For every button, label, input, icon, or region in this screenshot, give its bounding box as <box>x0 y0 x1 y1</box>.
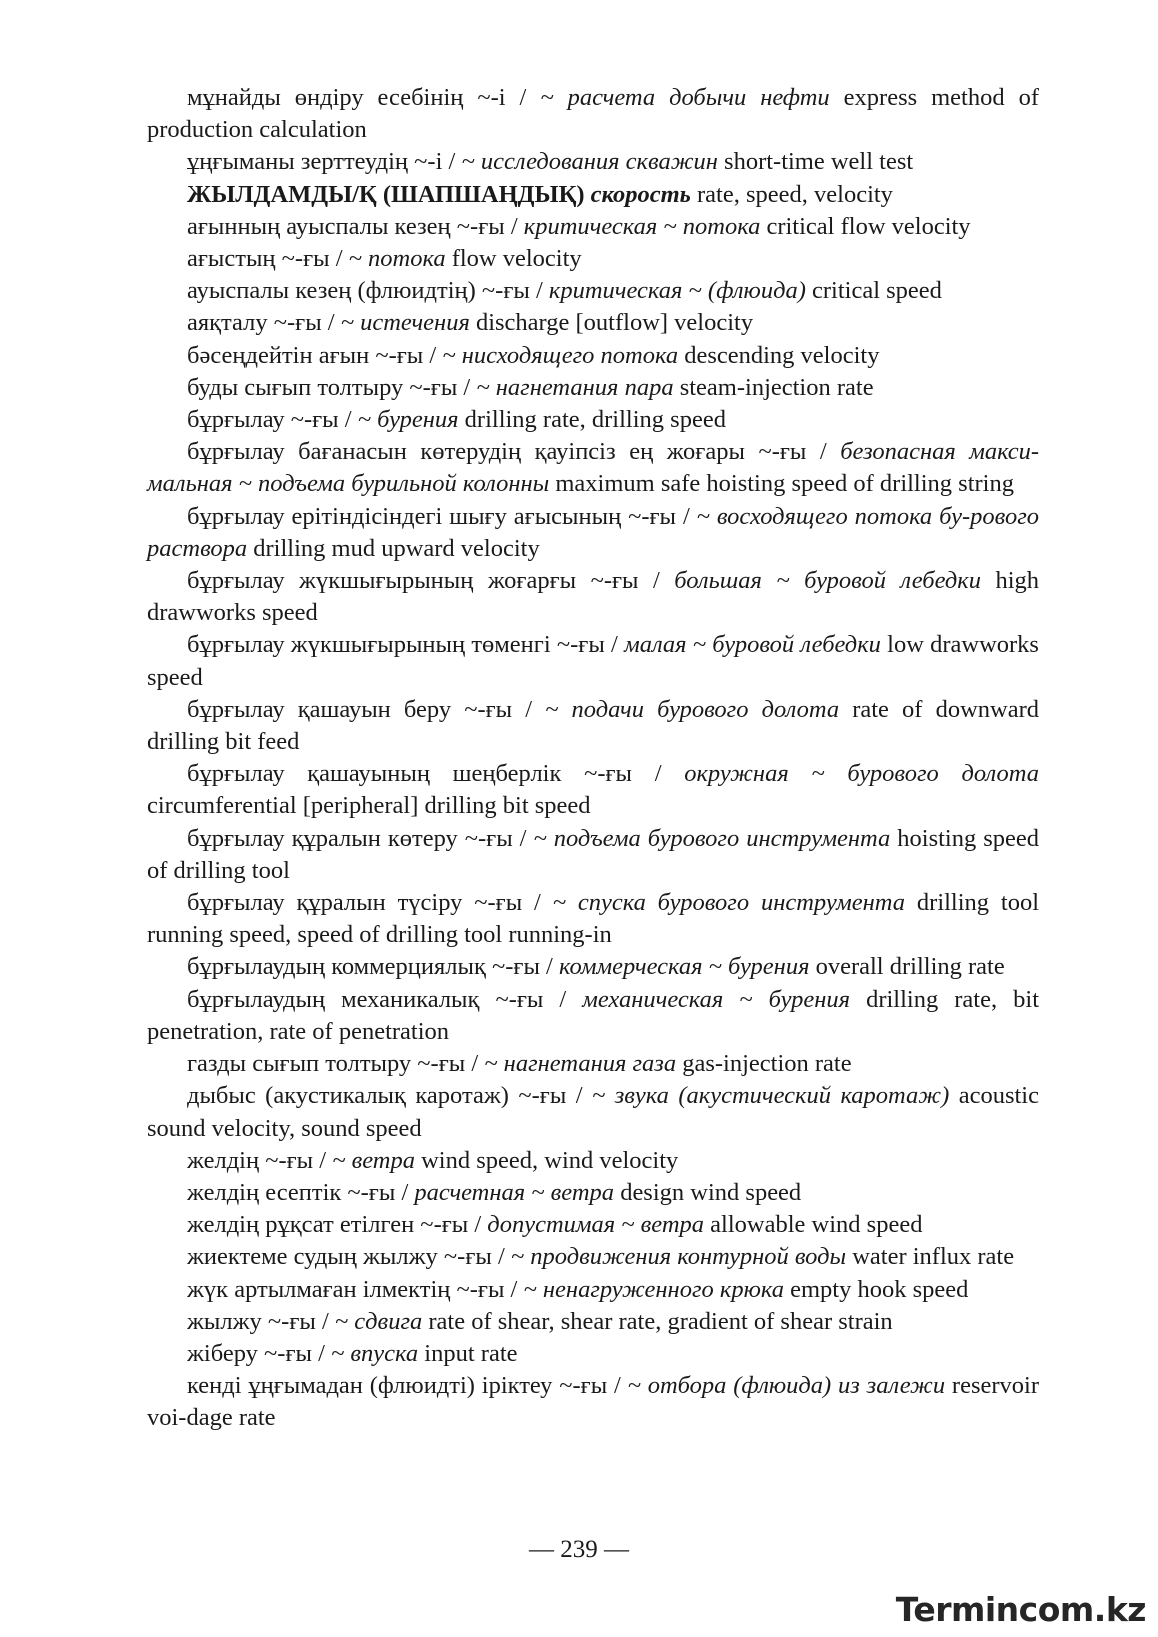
russian-term: окружная ~ бурового долота <box>684 760 1039 788</box>
dictionary-entry <box>147 1177 1039 1209</box>
russian-term: ~ ненагруженного крюка <box>523 1275 784 1303</box>
english-term: descending velocity <box>678 341 880 369</box>
dictionary-entry <box>147 1338 1039 1370</box>
kazakh-term: бұрғылау ~-ғы / <box>187 406 358 434</box>
russian-term: ~ исследования скважин <box>461 148 718 176</box>
termincom-logo: Termincom.kz <box>895 1590 1146 1629</box>
dictionary-entry <box>147 1080 1039 1144</box>
russian-term: критическая ~ потока <box>523 212 761 240</box>
russian-term: ~ потока <box>348 245 446 273</box>
dictionary-entry <box>147 984 1039 1048</box>
kazakh-term: дыбыс (акустикалық каротаж) ~-ғы / <box>187 1082 593 1110</box>
english-term: empty hook speed <box>783 1275 969 1303</box>
kazakh-term: бұрғылау жүкшығырының жоғарғы ~-ғы / <box>187 567 675 595</box>
kazakh-term: мұнайды өндіру есебінің ~-і / <box>187 84 541 111</box>
dictionary-entry <box>147 887 1039 951</box>
english-term: overall drilling rate <box>809 953 1005 981</box>
russian-term: ~ спуска бурового инструмента <box>552 889 906 917</box>
dictionary-entry <box>147 1306 1039 1338</box>
english-term: discharge [outflow] velocity <box>469 309 754 337</box>
kazakh-term: аяқталу ~-ғы / <box>187 309 341 337</box>
english-term: acoustic sound velocity, sound speed <box>147 1082 1039 1142</box>
english-term: design wind speed <box>614 1178 802 1206</box>
russian-term: ~ продвижения контурной воды <box>510 1243 847 1271</box>
kazakh-term: бұрғылау қашауын беру ~-ғы / <box>187 695 546 723</box>
russian-term: ~ нисходящего потока <box>442 341 679 369</box>
dictionary-page <box>147 82 1039 1435</box>
english-term: low drawworks speed <box>147 631 1039 691</box>
dictionary-entry <box>147 243 1039 275</box>
kazakh-term: бұрғылау ерітіндісіндегі шығу ағысының ~-ғы / <box>187 502 697 530</box>
english-term: circumferential [peripheral] drilling bit speed <box>147 792 591 820</box>
russian-term: ~ отбора (флюида) из залежи <box>627 1372 946 1400</box>
dictionary-entry <box>147 694 1039 758</box>
russian-term: ~ нагнетания пара <box>476 373 674 401</box>
english-term: gas-injection rate <box>676 1050 852 1078</box>
english-term: input rate <box>418 1339 518 1367</box>
english-term: rate, speed, velocity <box>690 180 893 208</box>
russian-term: ~ восходящего потока бу-рового раствора <box>147 502 1040 562</box>
dictionary-entry <box>147 404 1039 436</box>
english-term: maximum safe hoisting speed of drilling string <box>549 470 1014 498</box>
russian-term: коммерческая ~ бурения <box>558 953 810 981</box>
russian-term: ~ подъема бурового инструмента <box>533 824 891 852</box>
russian-term: большая ~ буровой лебедки <box>674 567 981 595</box>
dictionary-entry <box>147 1209 1039 1241</box>
russian-term: допустимая ~ ветра <box>487 1211 705 1239</box>
kazakh-term: бұрғылаудың коммерциялық ~-ғы / <box>187 953 559 981</box>
kazakh-term: ЖЫЛДАМДЫ/Қ (ШАПШАҢДЫҚ) <box>187 180 591 208</box>
dictionary-entry <box>147 758 1039 822</box>
kazakh-term: ауыспалы кезең (флюидтің) ~-ғы / <box>187 277 549 305</box>
dictionary-entry <box>147 82 1039 146</box>
english-term: high drawworks speed <box>147 567 1040 627</box>
dictionary-entry <box>147 629 1039 693</box>
kazakh-term: желдің рұқсат етілген ~-ғы / <box>187 1211 488 1239</box>
english-term: wind speed, wind velocity <box>414 1146 679 1174</box>
kazakh-term: ағыстың ~-ғы / <box>187 245 349 273</box>
russian-term: ~ истечения <box>340 309 470 337</box>
russian-term: механическая ~ бурения <box>582 985 851 1013</box>
kazakh-term: жиектеме судың жылжу ~-ғы / <box>187 1243 511 1271</box>
dictionary-entry <box>147 565 1039 629</box>
russian-term: скорость <box>590 180 691 208</box>
russian-term: ~ подачи бурового долота <box>545 695 840 723</box>
dictionary-entry <box>147 951 1039 983</box>
russian-term: расчетная ~ ветра <box>414 1178 615 1206</box>
russian-term: ~ бурения <box>357 406 459 434</box>
russian-term: ~ ветра <box>332 1146 415 1174</box>
kazakh-term: бәсеңдейтін ағын ~-ғы / <box>187 341 443 369</box>
dictionary-entry <box>147 372 1039 404</box>
english-term: express method of production calculation <box>147 84 1039 144</box>
kazakh-term: жіберу ~-ғы / <box>187 1339 332 1367</box>
dictionary-entry <box>147 1274 1039 1306</box>
kazakh-term: жылжу ~-ғы / <box>187 1307 335 1335</box>
english-term: drilling rate, drilling speed <box>458 406 726 434</box>
dictionary-entry <box>147 1048 1039 1080</box>
dictionary-entry <box>147 275 1039 307</box>
headword-entry <box>147 179 1039 211</box>
russian-term: ~ расчета добычи нефти <box>540 84 830 111</box>
dictionary-entry <box>147 340 1039 372</box>
kazakh-term: бұрғылау бағанасын көтерудің қауіпсіз ең жоғары ~-ғы / <box>187 438 841 466</box>
english-term: steam-injection rate <box>673 373 874 401</box>
english-term: critical speed <box>805 277 942 305</box>
dictionary-entry <box>147 501 1039 565</box>
english-term: hoisting speed of drilling tool <box>147 824 1039 884</box>
english-term: short-time well test <box>717 148 914 176</box>
kazakh-term: бұрғылау қашауының шеңберлік ~-ғы / <box>187 760 685 788</box>
kazakh-term: желдің ~-ғы / <box>187 1146 333 1174</box>
english-term: drilling rate, bit penetration, rate of penetration <box>147 985 1039 1045</box>
russian-term: малая ~ буровой лебедки <box>624 631 881 659</box>
kazakh-term: буды сығып толтыру ~-ғы / <box>187 373 477 401</box>
kazakh-term: бұрғылау құралын түсіру ~-ғы / <box>187 889 553 917</box>
kazakh-term: газды сығып толтыру ~-ғы / <box>187 1050 485 1078</box>
dictionary-entry <box>147 211 1039 243</box>
dictionary-entry <box>147 1241 1039 1273</box>
english-term: allowable wind speed <box>704 1211 923 1239</box>
english-term: critical flow velocity <box>760 212 971 240</box>
english-term: flow velocity <box>445 245 582 273</box>
english-term: drilling tool running speed, speed of drilling tool running-in <box>147 889 1040 949</box>
english-term: reservoir voi-dage rate <box>147 1372 1039 1432</box>
dictionary-entry <box>147 1370 1039 1434</box>
kazakh-term: ұңғыманы зерттеудің ~-і / <box>187 148 462 176</box>
russian-term: ~ нагнетания газа <box>484 1050 677 1078</box>
english-term: water influx rate <box>846 1243 1015 1271</box>
kazakh-term: бұрғылаудың механикалық ~-ғы / <box>187 985 583 1013</box>
page-number: — 239 — <box>529 1536 629 1563</box>
dictionary-entry <box>147 1145 1039 1177</box>
russian-term: ~ впуска <box>331 1339 419 1367</box>
english-term: rate of shear, shear rate, gradient of shear strain <box>422 1307 893 1335</box>
dictionary-entry <box>147 146 1039 178</box>
kazakh-term: ағынның ауыспалы кезең ~-ғы / <box>187 212 524 240</box>
kazakh-term: желдің есептік ~-ғы / <box>187 1178 415 1206</box>
kazakh-term: бұрғылау жүкшығырының төменгі ~-ғы / <box>187 631 625 659</box>
dictionary-entry <box>147 823 1039 887</box>
kazakh-term: жүк артылмаған ілмектің ~-ғы / <box>187 1275 524 1303</box>
russian-term: ~ звука (акустический каротаж) <box>592 1082 950 1110</box>
english-term: rate of downward drilling bit feed <box>147 695 1039 756</box>
russian-term: ~ сдвига <box>334 1307 423 1335</box>
kazakh-term: кенді ұңғымадан (флюидті) іріктеу ~-ғы / <box>187 1372 628 1400</box>
kazakh-term: бұрғылау құралын көтеру ~-ғы / <box>187 824 534 852</box>
dictionary-entry <box>147 307 1039 339</box>
english-term: drilling mud upward velocity <box>247 534 540 562</box>
russian-term: критическая ~ (флюида) <box>548 277 806 305</box>
russian-term: безопасная макси-мальная ~ подъема бурильной колонны <box>147 438 1039 498</box>
dictionary-entry <box>147 436 1039 500</box>
